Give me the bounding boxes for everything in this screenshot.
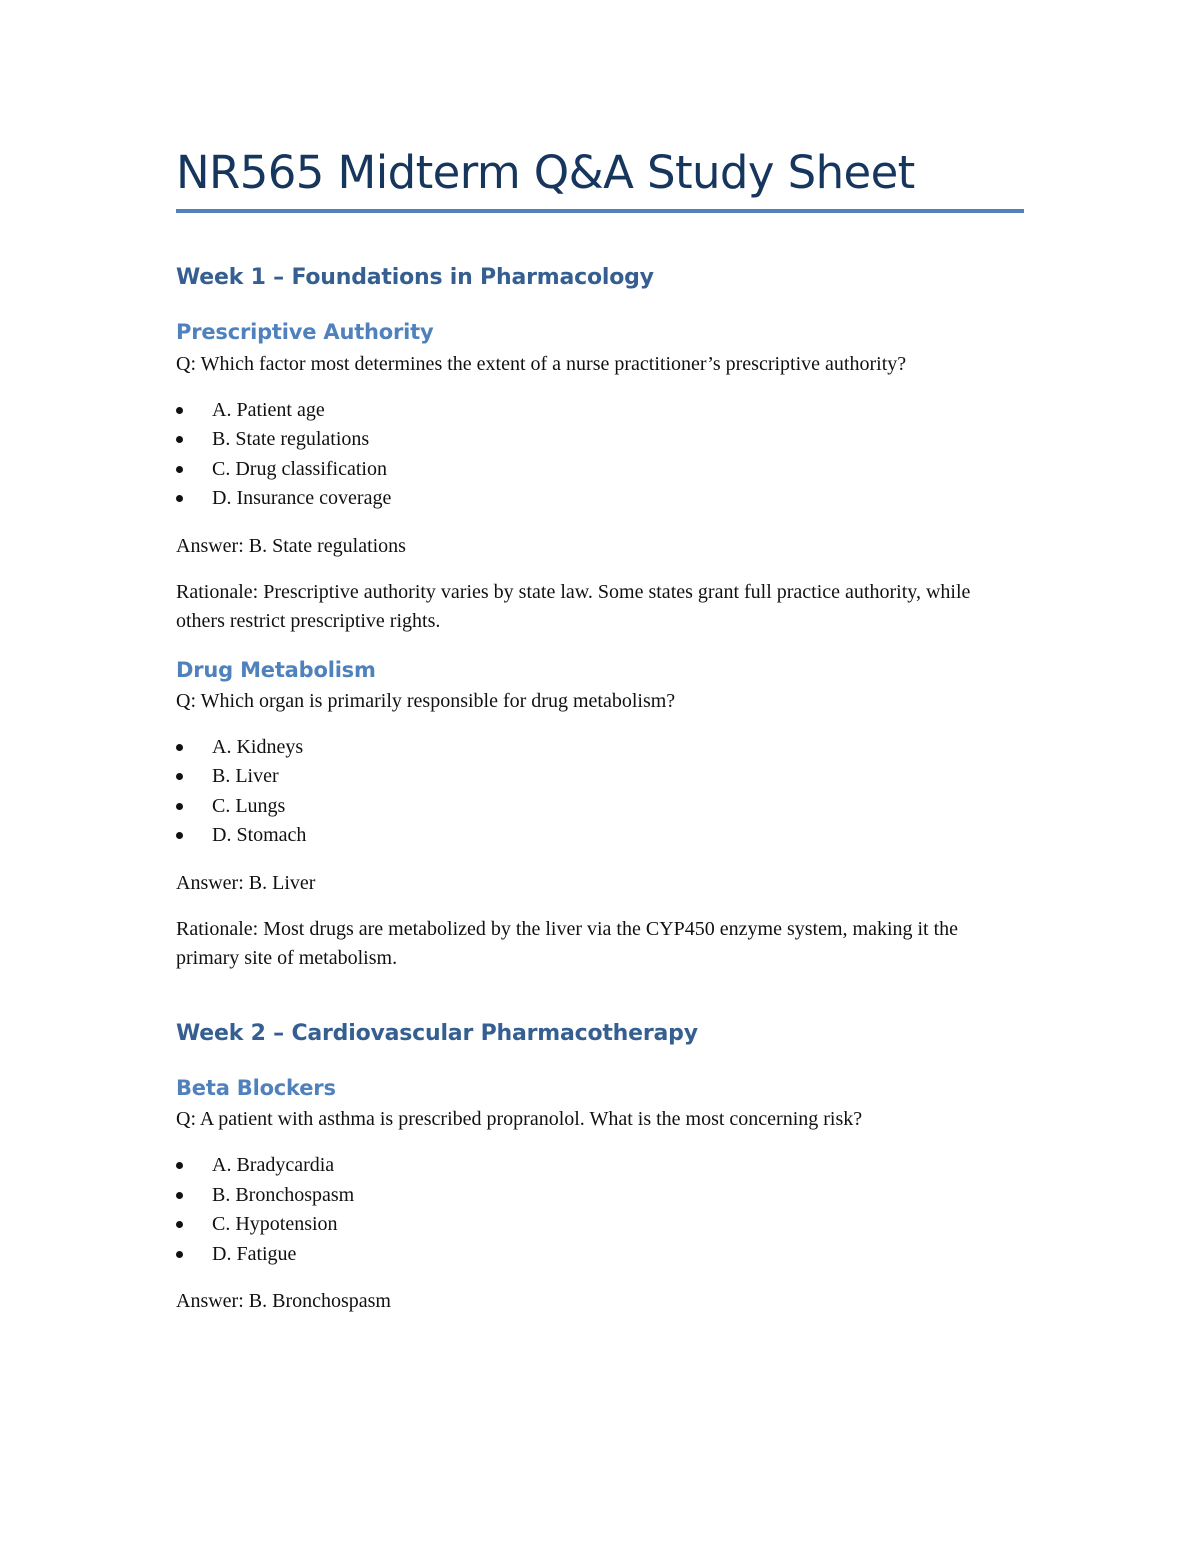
- week-1-heading: Week 1 – Foundations in Pharmacology: [176, 265, 654, 290]
- answer-option: [176, 792, 1024, 822]
- topic-heading-drug-metabolism: Drug Metabolism: [176, 657, 376, 682]
- bullet-icon: [176, 773, 183, 780]
- topic-heading-beta-blockers: Beta Blockers: [176, 1076, 336, 1101]
- answer-option: [176, 396, 1024, 426]
- rationale-text: Rationale: Most drugs are metabolized by the liver via the CYP450 enzyme system, making it the primary site of metabolism.: [176, 917, 959, 969]
- option-label: B. State regulations: [212, 428, 370, 451]
- bullet-icon: [176, 466, 183, 473]
- option-label: C. Hypotension: [212, 1213, 338, 1236]
- answer-option: [176, 455, 1024, 485]
- option-label: B. Bronchospasm: [212, 1183, 355, 1206]
- question-text: Q: Which organ is primarily responsible for drug metabolism?: [176, 689, 676, 712]
- document-title: NR565 Midterm Q&A Study Sheet: [176, 146, 915, 199]
- question-text: Q: A patient with asthma is prescribed propranolol. What is the most concerning risk?: [176, 1108, 863, 1131]
- answer-options-list: [176, 1151, 1024, 1269]
- answer-option: [176, 1151, 1024, 1181]
- option-label: A. Kidneys: [212, 735, 304, 758]
- option-label: D. Stomach: [212, 824, 307, 847]
- question-text: Q: Which factor most determines the extent of a nurse practitioner’s prescriptive authority?: [176, 352, 907, 375]
- option-label: C. Drug classification: [212, 457, 387, 480]
- option-label: D. Fatigue: [212, 1242, 297, 1265]
- topic-heading-prescriptive-authority: Prescriptive Authority: [176, 320, 434, 345]
- option-label: B. Liver: [212, 765, 279, 788]
- option-label: A. Patient age: [212, 398, 325, 421]
- title-underline: [176, 209, 1024, 213]
- document-content: [176, 140, 1024, 1333]
- option-label: D. Insurance coverage: [212, 487, 392, 510]
- answer-option: [176, 762, 1024, 792]
- answer-options-list: [176, 733, 1024, 851]
- bullet-icon: [176, 407, 183, 414]
- bullet-icon: [176, 803, 183, 810]
- answer-option: [176, 733, 1024, 763]
- answer-text: Answer: B. Bronchospasm: [176, 1290, 391, 1313]
- answer-text: Answer: B. Liver: [176, 871, 316, 894]
- option-label: A. Bradycardia: [212, 1154, 335, 1177]
- bullet-icon: [176, 832, 183, 839]
- bullet-icon: [176, 1192, 183, 1199]
- bullet-icon: [176, 436, 183, 443]
- week-2-heading: Week 2 – Cardiovascular Pharmacotherapy: [176, 1020, 698, 1046]
- answer-option: [176, 425, 1024, 455]
- bullet-icon: [176, 495, 183, 502]
- answer-text: Answer: B. State regulations: [176, 534, 406, 557]
- answer-option: [176, 1181, 1024, 1211]
- option-label: C. Lungs: [212, 794, 286, 817]
- rationale-text: Rationale: Prescriptive authority varies by state law. Some states grant full practice authority, while others restrict prescriptive rights.: [176, 580, 971, 632]
- answer-options-list: [176, 396, 1024, 514]
- answer-option: [176, 1240, 1024, 1270]
- answer-option: [176, 484, 1024, 514]
- bullet-icon: [176, 1162, 183, 1169]
- bullet-icon: [176, 1251, 183, 1258]
- answer-option: [176, 1210, 1024, 1240]
- answer-option: [176, 821, 1024, 851]
- bullet-icon: [176, 744, 183, 751]
- bullet-icon: [176, 1221, 183, 1228]
